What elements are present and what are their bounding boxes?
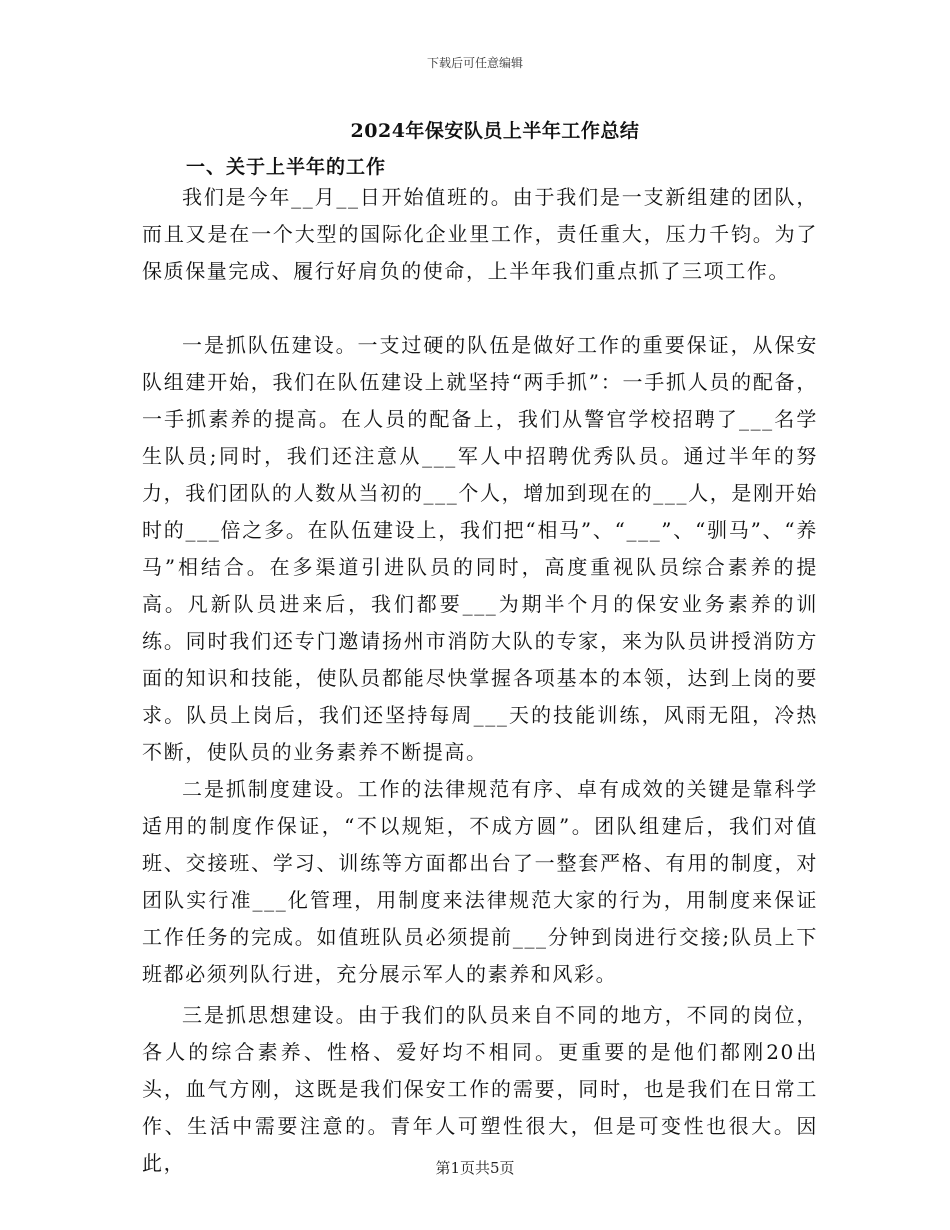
paragraph-intro (142, 179, 818, 290)
paragraph-ideology-building (142, 997, 818, 1182)
paragraph-text: 我们是今年__月__日开始值班的。由于我们是一支新组建的团队，而且又是在一个大型的国际化企业里工作，责任重大，压力千钧。为了保质保量完成、履行好肩负的使命，上半年我们重点抓了三项工作。 (142, 185, 818, 283)
paragraph-team-building (142, 327, 818, 771)
paragraph-text: 三是抓思想建设。由于我们的队员来自不同的地方，不同的岗位，各人的综合素养、性格、爱好均不相同。更重要的是他们都刚20出头，血气方刚，这既是我们保安工作的需要，同时，也是我们在日常工作、生活中需要注意的。青年人可塑性很大，但是可变性也很大。因此， (142, 1003, 818, 1175)
paragraph-system-building (142, 771, 818, 993)
section-heading: 一、关于上半年的工作 (186, 156, 387, 178)
paragraph-text: 一是抓队伍建设。一支过硬的队伍是做好工作的重要保证，从保安队组建开始，我们在队伍建设上就坚持“两手抓”：一手抓人员的配备，一手抓素养的提高。在人员的配备上，我们从警官学校招聘了___名学生队员;同时，我们还注意从___军人中招聘优秀队员。通过半年的努力，我们团队的人数从当初的___个人，增加到现在的___人，是刚开始时的___倍之多。在队伍建设上，我们把“相马”、“___”、“驯马”、“养马”相结合。在多渠道引进队员的同时，高度重视队员综合素养的提高。凡新队员进来后，我们都要___为期半个月的保安业务素养的训练。同时我们还专门邀请扬州市消防大队的专家，来为队员讲授消防方面的知识和技能，使队员都能尽快掌握各项基本的本领，达到上岗的要求。队员上岗后，我们还坚持每周___天的技能训练，风雨无阻，冷热不断，使队员的业务素养不断提高。 (142, 333, 818, 764)
page-header-note: 下载后可任意编辑 (426, 56, 523, 70)
paragraph-text: 二是抓制度建设。工作的法律规范有序、卓有成效的关键是靠科学适用的制度作保证，“不以规矩，不成方圆”。团队组建后，我们对值班、交接班、学习、训练等方面都出台了一整套严格、有用的制度，对团队实行准___化管理，用制度来法律规范大家的行为，用制度来保证工作任务的完成。如值班队员必须提前___分钟到岗进行交接;队员上下班都必须列队行进，充分展示军人的素养和风彩。 (142, 777, 818, 986)
page-footer: 第1页共5页 (435, 1159, 515, 1177)
document-title: 2024年保安队员上半年工作总结 (350, 120, 640, 142)
